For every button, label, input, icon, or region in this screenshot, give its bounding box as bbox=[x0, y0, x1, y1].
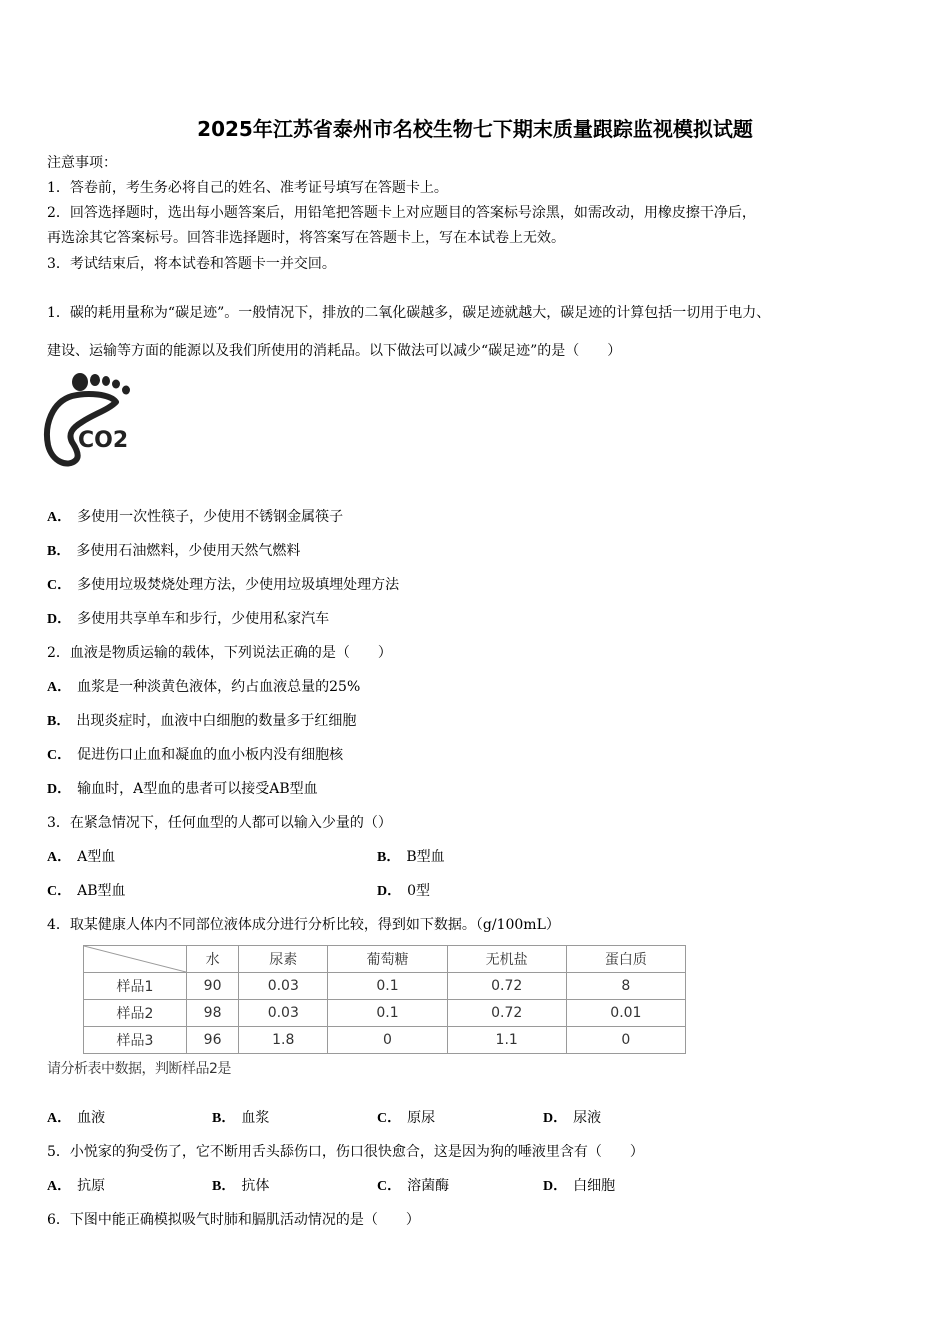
notes-item: 2．回答选择题时，选出每小题答案后，用铅笔把答题卡上对应题目的答案标号涂黑，如需改动，用橡皮擦干净后， bbox=[47, 205, 756, 221]
q4-option-d: D． 尿液 bbox=[543, 1110, 602, 1126]
q1-stem-line1: 1．碳的耗用量称为“碳足迹”。一般情况下，排放的二氧化碳越多，碳足迹就越大，碳足迹的计算包括一切用于电力、 bbox=[47, 305, 771, 321]
q5-option-b: B． 抗体 bbox=[212, 1178, 270, 1194]
table-header-row bbox=[84, 946, 686, 973]
table-cell: 0.72 bbox=[447, 1000, 566, 1027]
diagonal-line bbox=[84, 946, 186, 972]
table-cell: 1.1 bbox=[447, 1027, 566, 1054]
co2-label: CO2 bbox=[78, 428, 129, 453]
table-cell: 98 bbox=[187, 1000, 239, 1027]
q1-option-b: B． 多使用石油燃料，少使用天然气燃料 bbox=[47, 543, 301, 559]
q5-option-a: A． 抗原 bbox=[47, 1178, 106, 1194]
table-cell: 0 bbox=[328, 1027, 447, 1054]
table-header: 蛋白质 bbox=[566, 946, 685, 973]
table-cell: 1.8 bbox=[239, 1027, 328, 1054]
table-cell: 0.1 bbox=[328, 973, 447, 1000]
table-cell: 0.03 bbox=[239, 973, 328, 1000]
table-header: 葡萄糖 bbox=[328, 946, 447, 973]
q3-option-b: B． B型血 bbox=[377, 849, 445, 865]
q4-option-c: C． 原尿 bbox=[377, 1110, 436, 1126]
q5-stem: 5．小悦家的狗受伤了，它不断用舌头舔伤口，伤口很快愈合，这是因为狗的唾液里含有（ ） bbox=[47, 1144, 644, 1160]
q4-option-b: B． 血浆 bbox=[212, 1110, 270, 1126]
table-header: 水 bbox=[187, 946, 239, 973]
q4-option-a: A． 血液 bbox=[47, 1110, 106, 1126]
table-cell: 0.72 bbox=[447, 973, 566, 1000]
q4-stem: 4．取某健康人体内不同部位液体成分进行分析比较，得到如下数据。（g/100mL） bbox=[47, 917, 560, 933]
page-title: 2025年江苏省泰州市名校生物七下期末质量跟踪监视模拟试题 bbox=[197, 117, 753, 141]
table-header: 尿素 bbox=[239, 946, 328, 973]
table-cell: 8 bbox=[566, 973, 685, 1000]
table-cell: 0.03 bbox=[239, 1000, 328, 1027]
notes-item: 1．答卷前，考生务必将自己的姓名、准考证号填写在答题卡上。 bbox=[47, 180, 448, 196]
table-row bbox=[84, 973, 686, 1000]
q6-stem: 6．下图中能正确模拟吸气时肺和膈肌活动情况的是（ ） bbox=[47, 1212, 420, 1228]
table-cell: 0.1 bbox=[328, 1000, 447, 1027]
notes-item: 3．考试结束后，将本试卷和答题卡一并交回。 bbox=[47, 256, 336, 272]
table-cell: 样品1 bbox=[84, 973, 187, 1000]
q3-stem: 3．在紧急情况下，任何血型的人都可以输入少量的（） bbox=[47, 815, 392, 831]
notes-heading: 注意事项： bbox=[47, 155, 117, 171]
q2-stem: 2．血液是物质运输的载体，下列说法正确的是（ ） bbox=[47, 645, 392, 661]
carbon-footprint-image bbox=[42, 370, 137, 470]
table-cell: 90 bbox=[187, 973, 239, 1000]
q2-option-a: A． 血浆是一种淡黄色液体，约占血液总量的25% bbox=[47, 679, 361, 695]
q1-option-c: C． 多使用垃圾焚烧处理方法，少使用垃圾填埋处理方法 bbox=[47, 577, 400, 593]
footprint-icon bbox=[42, 370, 137, 470]
q2-option-d: D． 输血时，A型血的患者可以接受AB型血 bbox=[47, 781, 318, 797]
q1-stem-line2: 建设、运输等方面的能源以及我们所使用的消耗品。以下做法可以减少“碳足迹”的是（ ） bbox=[47, 343, 622, 359]
table-cell: 0 bbox=[566, 1027, 685, 1054]
q4-image-note: 请分析表中数据，判断样品2是 bbox=[47, 1061, 231, 1077]
q2-option-c: C． 促进伤口止血和凝血的血小板内没有细胞核 bbox=[47, 747, 344, 763]
q3-option-c: C． AB型血 bbox=[47, 883, 126, 899]
table-cell: 样品2 bbox=[84, 1000, 187, 1027]
notes-item: 再选涂其它答案标号。回答非选择题时，将答案写在答题卡上，写在本试卷上无效。 bbox=[47, 230, 565, 246]
fluid-composition-table bbox=[83, 945, 686, 1054]
q3-option-a: A． A型血 bbox=[47, 849, 116, 865]
q1-option-d: D． 多使用共享单车和步行，少使用私家汽车 bbox=[47, 611, 330, 627]
q1-option-a: A． 多使用一次性筷子，少使用不锈钢金属筷子 bbox=[47, 509, 344, 525]
table-cell: 96 bbox=[187, 1027, 239, 1054]
table-cell: 0.01 bbox=[566, 1000, 685, 1027]
q5-option-c: C． 溶菌酶 bbox=[377, 1178, 450, 1194]
q2-option-b: B． 出现炎症时，血液中白细胞的数量多于红细胞 bbox=[47, 713, 357, 729]
q5-option-d: D． 白细胞 bbox=[543, 1178, 616, 1194]
q3-option-d: D． 0型 bbox=[377, 883, 431, 899]
table-header: 无机盐 bbox=[447, 946, 566, 973]
table-row bbox=[84, 1000, 686, 1027]
table-corner-cell bbox=[84, 946, 187, 973]
table-row bbox=[84, 1027, 686, 1054]
table-cell: 样品3 bbox=[84, 1027, 187, 1054]
